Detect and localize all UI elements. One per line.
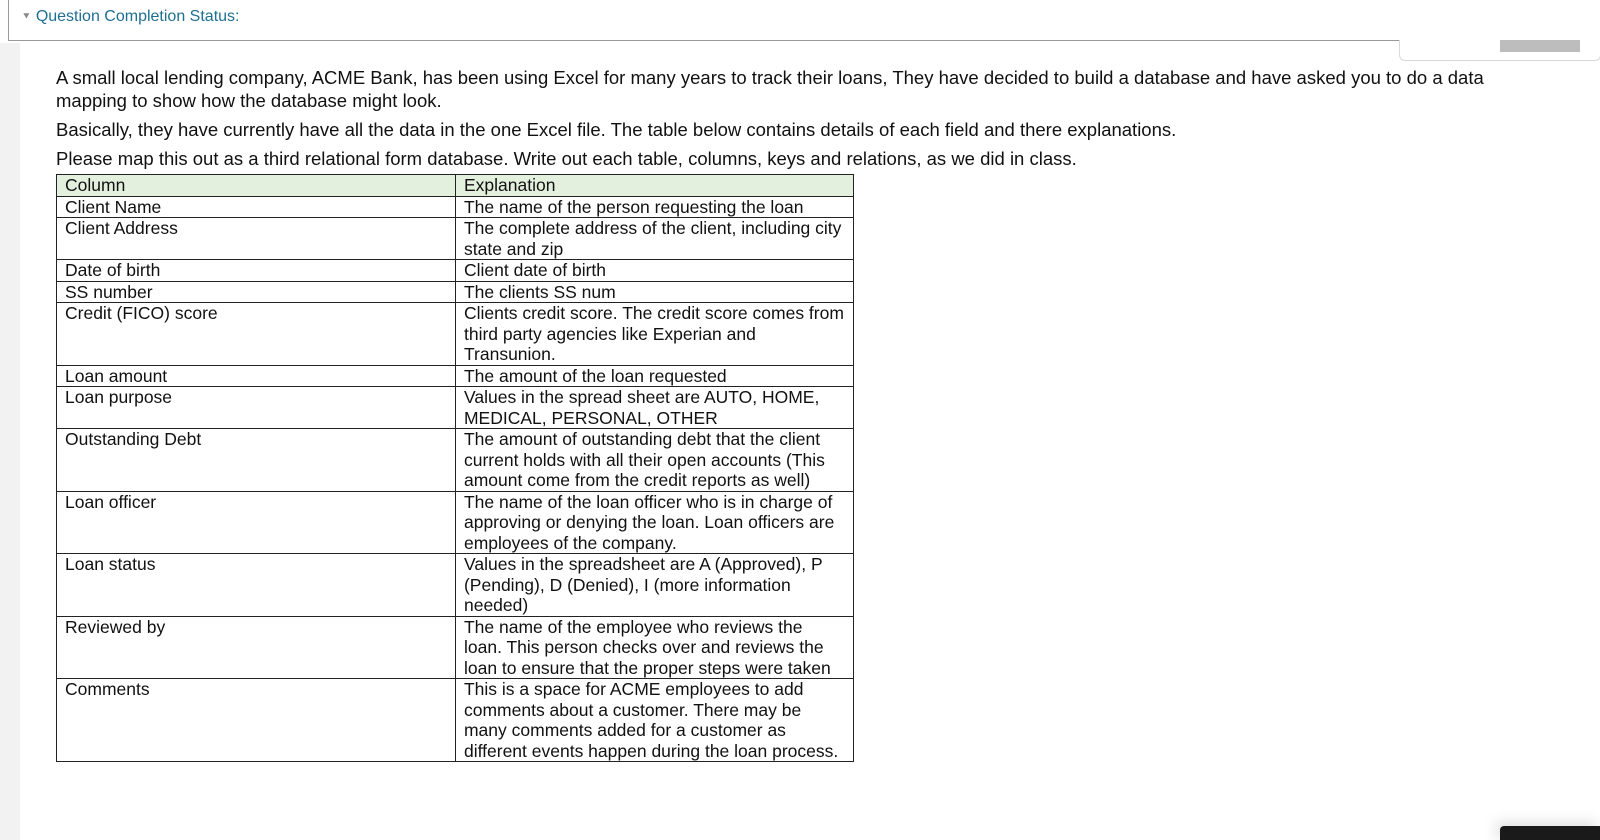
cell-explanation: Values in the spreadsheet are A (Approved), P (Pending), D (Denied), I (more information needed) [455, 554, 853, 617]
cell-explanation: The name of the person requesting the loan [455, 196, 853, 218]
header-explanation: Explanation [455, 175, 853, 197]
corner-widget[interactable] [1500, 826, 1600, 840]
cell-explanation: The complete address of the client, including city state and zip [455, 218, 853, 260]
cell-explanation: Clients credit score. The credit score comes from third party agencies like Experian and Transunion. [455, 303, 853, 366]
cell-column: Loan officer [57, 491, 456, 554]
chevron-down-icon: ⯆ [22, 10, 31, 23]
question-paragraph: A small local lending company, ACME Bank, has been using Excel for many years to track their loans, They have decided to build a database and have asked you to do a data mapping to show how the database might look. [56, 67, 1484, 111]
cell-explanation: The name of the employee who reviews the loan. This person checks over and reviews the loan to ensure that the proper steps were taken [455, 616, 853, 679]
table-row [57, 616, 854, 679]
table-row [57, 260, 854, 282]
cell-column: Loan amount [57, 365, 456, 387]
cell-explanation: The name of the loan officer who is in charge of approving or denying the loan. Loan officers are employees of the company. [455, 491, 853, 554]
top-right-chip [1500, 40, 1580, 52]
table-row [57, 303, 854, 366]
table-header-row [57, 175, 854, 197]
table-row [57, 429, 854, 492]
cell-column: Date of birth [57, 260, 456, 282]
table-row [57, 387, 854, 429]
left-rail [0, 43, 20, 840]
table-row [57, 679, 854, 762]
question-status-bar [8, 0, 1600, 41]
header-column: Column [57, 175, 456, 197]
cell-explanation: Client date of birth [455, 260, 853, 282]
cell-explanation: Values in the spread sheet are AUTO, HOME, MEDICAL, PERSONAL, OTHER [455, 387, 853, 429]
cell-column: Comments [57, 679, 456, 762]
question-paragraph: Basically, they have currently have all the data in the one Excel file. The table below contains details of each field and there explanations. [56, 119, 1177, 140]
table-row [57, 554, 854, 617]
table-row [57, 365, 854, 387]
table-row [57, 196, 854, 218]
cell-column: Loan purpose [57, 387, 456, 429]
cell-column: Reviewed by [57, 616, 456, 679]
cell-column: SS number [57, 281, 456, 303]
table-row [57, 491, 854, 554]
question-completion-status-label: Question Completion Status: [35, 8, 240, 25]
cell-column: Client Name [57, 196, 456, 218]
cell-explanation: The amount of outstanding debt that the client current holds with all their open accounts (This amount come from the credit reports as well) [455, 429, 853, 492]
field-mapping-table [56, 174, 854, 762]
cell-explanation: The clients SS num [455, 281, 853, 303]
cell-column: Client Address [57, 218, 456, 260]
question-content [56, 66, 1556, 762]
cell-column: Outstanding Debt [57, 429, 456, 492]
cell-column: Loan status [57, 554, 456, 617]
cell-column: Credit (FICO) score [57, 303, 456, 366]
table-row [57, 281, 854, 303]
cell-explanation: This is a space for ACME employees to add comments about a customer. There may be many comments added for a customer as different events happen during the loan process. [455, 679, 853, 762]
cell-explanation: The amount of the loan requested [455, 365, 853, 387]
question-completion-status-toggle[interactable] [22, 8, 239, 26]
question-paragraph: Please map this out as a third relational form database. Write out each table, columns, keys and relations, as we did in class. [56, 148, 1077, 169]
table-row [57, 218, 854, 260]
top-right-panel [1399, 40, 1600, 61]
